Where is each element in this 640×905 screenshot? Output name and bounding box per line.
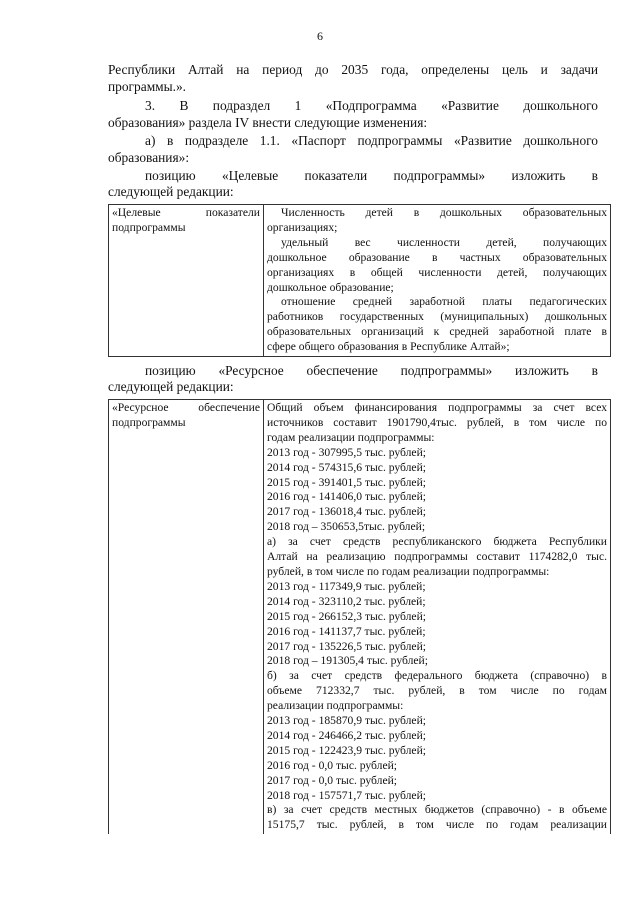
table-row <box>109 205 611 357</box>
table2-line: годам реализации подпрограммы: <box>267 430 435 444</box>
table2-line: 2015 год - 266152,3 тыс. рублей; <box>267 609 427 623</box>
table1-line: сфере общего образования в Республике Алтай»; <box>267 340 510 354</box>
table2-line: объеме 712332,7 тыс. рублей, в том числе по годам <box>267 684 607 698</box>
table1-line: дошкольное образование в частных образовательных <box>267 250 607 264</box>
sub-a-line-1: а) в подразделе 1.1. «Паспорт подпрограммы «Развитие дошкольного <box>145 133 598 148</box>
item3-line-2: образования» раздела IV внести следующие изменения: <box>108 115 428 130</box>
table1-line: организациях в общей численности детей, получающих <box>267 265 607 279</box>
position2-line-2: следующей редакции: <box>108 379 234 394</box>
table2-line: 2014 год - 574315,6 тыс. рублей; <box>267 460 427 474</box>
table2-line: 2018 год – 350653,5тыс. рублей; <box>267 520 426 534</box>
table1-line: Численность детей в дошкольных образовательных <box>281 206 607 219</box>
table2-line: 2018 год - 157571,7 тыс. рублей; <box>267 788 427 802</box>
table2-content-cell <box>264 400 611 835</box>
table2-line: источников составит 1901790,4тыс. рублей, в том числе по <box>267 415 607 429</box>
table1-line: отношение средней заработной платы педагогических <box>281 295 607 309</box>
table1-line: образовательных организаций к средней заработной плате в <box>267 325 607 339</box>
table2-line: 2013 год - 307995,5 тыс. рублей; <box>267 445 427 459</box>
table2-line: 2017 год - 0,0 тыс. рублей; <box>267 773 398 787</box>
table2-line: 15175,7 тыс. рублей, в том числе по годам реализации <box>267 818 607 832</box>
table2-line: 2018 год – 191305,4 тыс. рублей; <box>267 654 428 668</box>
table2-line: 2017 год - 136018,4 тыс. рублей; <box>267 505 427 519</box>
table2-line: б) за счет средств федерального бюджета (справочно) в <box>267 669 607 683</box>
table-row <box>109 400 611 835</box>
table2-line: в) за счет средств местных бюджетов (справочно) - в объеме <box>267 803 607 817</box>
item3-line-1: 3. В подраздел 1 «Подпрограмма «Развитие дошкольного <box>145 98 598 113</box>
resource-provision-table <box>108 399 611 834</box>
table2-line: 2013 год - 117349,9 тыс. рублей; <box>267 579 426 593</box>
table2-label-cell <box>109 400 264 835</box>
table2-line: а) за счет средств республиканского бюджета Республики <box>267 535 607 549</box>
target-indicators-table <box>108 204 611 357</box>
table1-content-cell <box>264 205 611 357</box>
position1-line-2: следующей редакции: <box>108 184 234 199</box>
table1-line: дошкольное образование; <box>267 280 394 294</box>
intro-line-2: программы.». <box>108 79 187 94</box>
table1-label: «Целевые показатели подпрограммы <box>112 206 260 234</box>
sub-a-line-2: образования»: <box>108 150 190 165</box>
table2-line: 2014 год - 323110,2 тыс. рублей; <box>267 594 426 608</box>
table1-line: организациях; <box>267 220 338 234</box>
table2-label: «Ресурсное обеспечение подпрограммы <box>112 401 260 429</box>
position1-line-1: позицию «Целевые показатели подпрограммы» изложить в <box>145 168 598 183</box>
table1-line: удельный вес численности детей, получающих <box>281 235 607 249</box>
table2-line: 2013 год - 185870,9 тыс. рублей; <box>267 714 427 728</box>
intro-line-1: Республики Алтай на период до 2035 года, определены цель и задачи <box>108 62 598 77</box>
page-number: 6 <box>317 29 323 43</box>
table2-line: реализации подпрограммы: <box>267 699 404 713</box>
table2-line: Общий объем финансирования подпрограммы за счет всех <box>267 401 607 414</box>
table2-line: 2017 год - 135226,5 тыс. рублей; <box>267 639 427 653</box>
table2-line: 2015 год - 391401,5 тыс. рублей; <box>267 475 427 489</box>
table2-line: 2016 год - 0,0 тыс. рублей; <box>267 758 398 772</box>
table1-label-cell <box>109 205 264 357</box>
table2-line: 2014 год - 246466,2 тыс. рублей; <box>267 728 427 742</box>
table2-line: 2016 год - 141137,7 тыс. рублей; <box>267 624 426 638</box>
table2-line: рублей, в том числе по годам реализации подпрограммы: <box>267 564 550 578</box>
table1-line: работников государственных (муниципальных) дошкольных <box>267 310 607 324</box>
position2-line-1: позицию «Ресурсное обеспечение подпрограммы» изложить в <box>145 363 598 378</box>
table2-line: 2016 год - 141406,0 тыс. рублей; <box>267 490 427 504</box>
table2-line: Алтай на реализацию подпрограммы составит 1174282,0 тыс. <box>267 550 607 564</box>
table2-line: 2015 год - 122423,9 тыс. рублей; <box>267 743 427 757</box>
